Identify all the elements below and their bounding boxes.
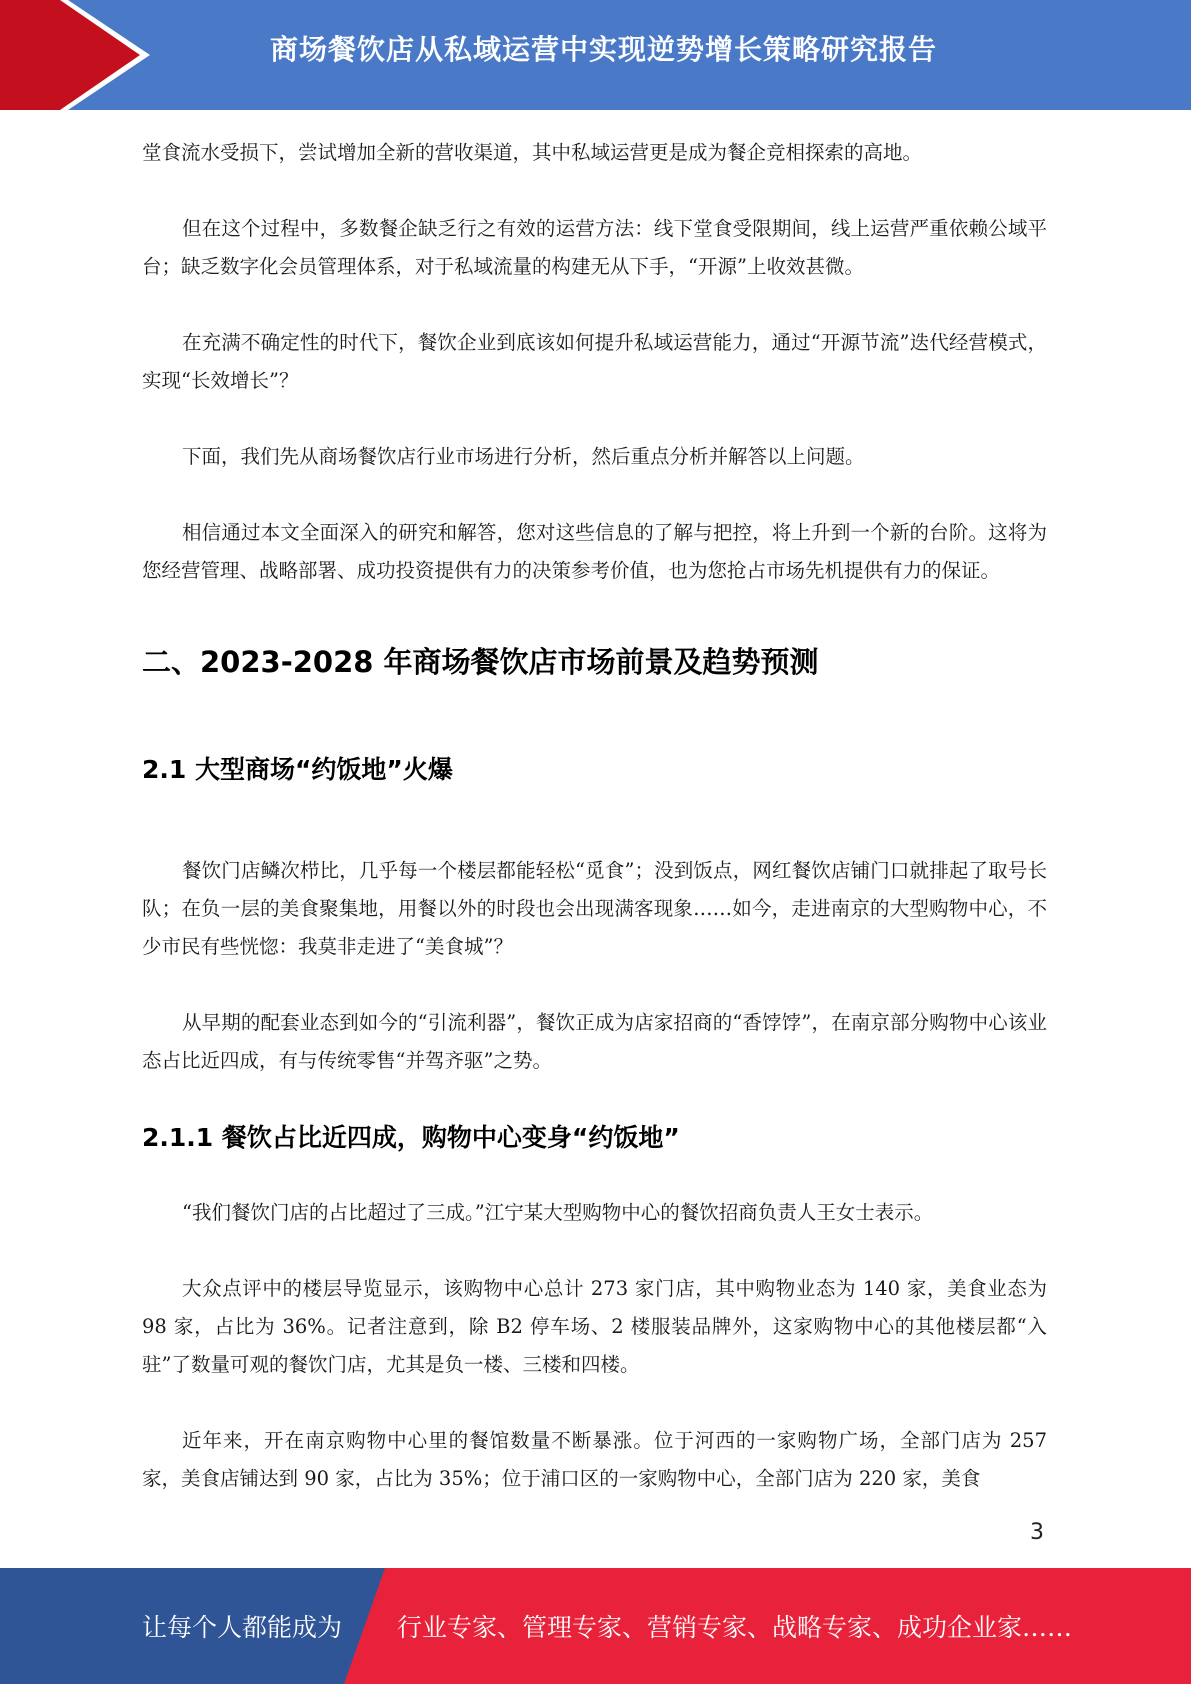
paragraph: 相信通过本文全面深入的研究和解答，您对这些信息的了解与把控，将上升到一个新的台阶。这将为您经营管理、战略部署、成功投资提供有力的决策参考价值，也为您抢占市场先机提供有力的保证。 [142, 521, 1047, 582]
paragraph: 从早期的配套业态到如今的“引流利器”，餐饮正成为店家招商的“香饽饽”，在南京部分购物中心该业态占比近四成，有与传统零售“并驾齐驱”之势。 [142, 1011, 1047, 1072]
paragraph: 堂食流水受损下，尝试增加全新的营收渠道，其中私域运营更是成为餐企竞相探索的高地。 [142, 141, 923, 164]
footer-slogan-right: 行业专家、管理专家、营销专家、战略专家、成功企业家…… [397, 1613, 1073, 1642]
section-heading: 二、2023-2028 年商场餐饮店市场前景及趋势预测 [142, 645, 819, 679]
page-content [142, 134, 1047, 1498]
paragraph: 大众点评中的楼层导览显示，该购物中心总计 273 家门店，其中购物业态为 140 家，美食业态为 98 家，占比为 36%。记者注意到，除 B2 停车场、2 楼服装品牌外，这家购物中心的其他楼层都“入驻”了数量可观的餐饮门店，尤其是负一楼、三楼和四楼。 [142, 1277, 1047, 1376]
paragraph: 餐饮门店鳞次栉比，几乎每一个楼层都能轻松“觅食”；没到饭点，网红餐饮店铺门口就排起了取号长队；在负一层的美食聚集地，用餐以外的时段也会出现满客现象……如今，走进南京的大型购物中心，不少市民有些恍惚：我莫非走进了“美食城”？ [142, 859, 1047, 958]
header-arrow-accent [0, 0, 160, 110]
footer-band [0, 1568, 1191, 1684]
paragraph: 下面，我们先从商场餐饮店行业市场进行分析，然后重点分析并解答以上问题。 [182, 445, 865, 468]
page-number: 3 [1030, 1520, 1044, 1545]
subsection-heading: 2.1 大型商场“约饭地”火爆 [142, 755, 453, 784]
subsubsection-heading: 2.1.1 餐饮占比近四成，购物中心变身“约饭地” [142, 1123, 680, 1152]
paragraph: 近年来，开在南京购物中心里的餐馆数量不断暴涨。位于河西的一家购物广场，全部门店为 257 家，美食店铺达到 90 家，占比为 35%；位于浦口区的一家购物中心，全部门店为 220 家，美食 [142, 1429, 1047, 1490]
header-band [0, 0, 1191, 110]
paragraph: 但在这个过程中，多数餐企缺乏行之有效的运营方法：线下堂食受限期间，线上运营严重依赖公域平台；缺乏数字化会员管理体系，对于私域流量的构建无从下手，“开源”上收效甚微。 [142, 217, 1047, 278]
report-title: 商场餐饮店从私域运营中实现逆势增长策略研究报告 [270, 33, 938, 66]
footer-slogan-left: 让每个人都能成为 [142, 1613, 343, 1642]
paragraph: “我们餐饮门店的占比超过了三成。”江宁某大型购物中心的餐饮招商负责人王女士表示。 [182, 1201, 934, 1224]
paragraph: 在充满不确定性的时代下，餐饮企业到底该如何提升私域运营能力，通过“开源节流”迭代经营模式，实现“长效增长”？ [142, 331, 1047, 392]
